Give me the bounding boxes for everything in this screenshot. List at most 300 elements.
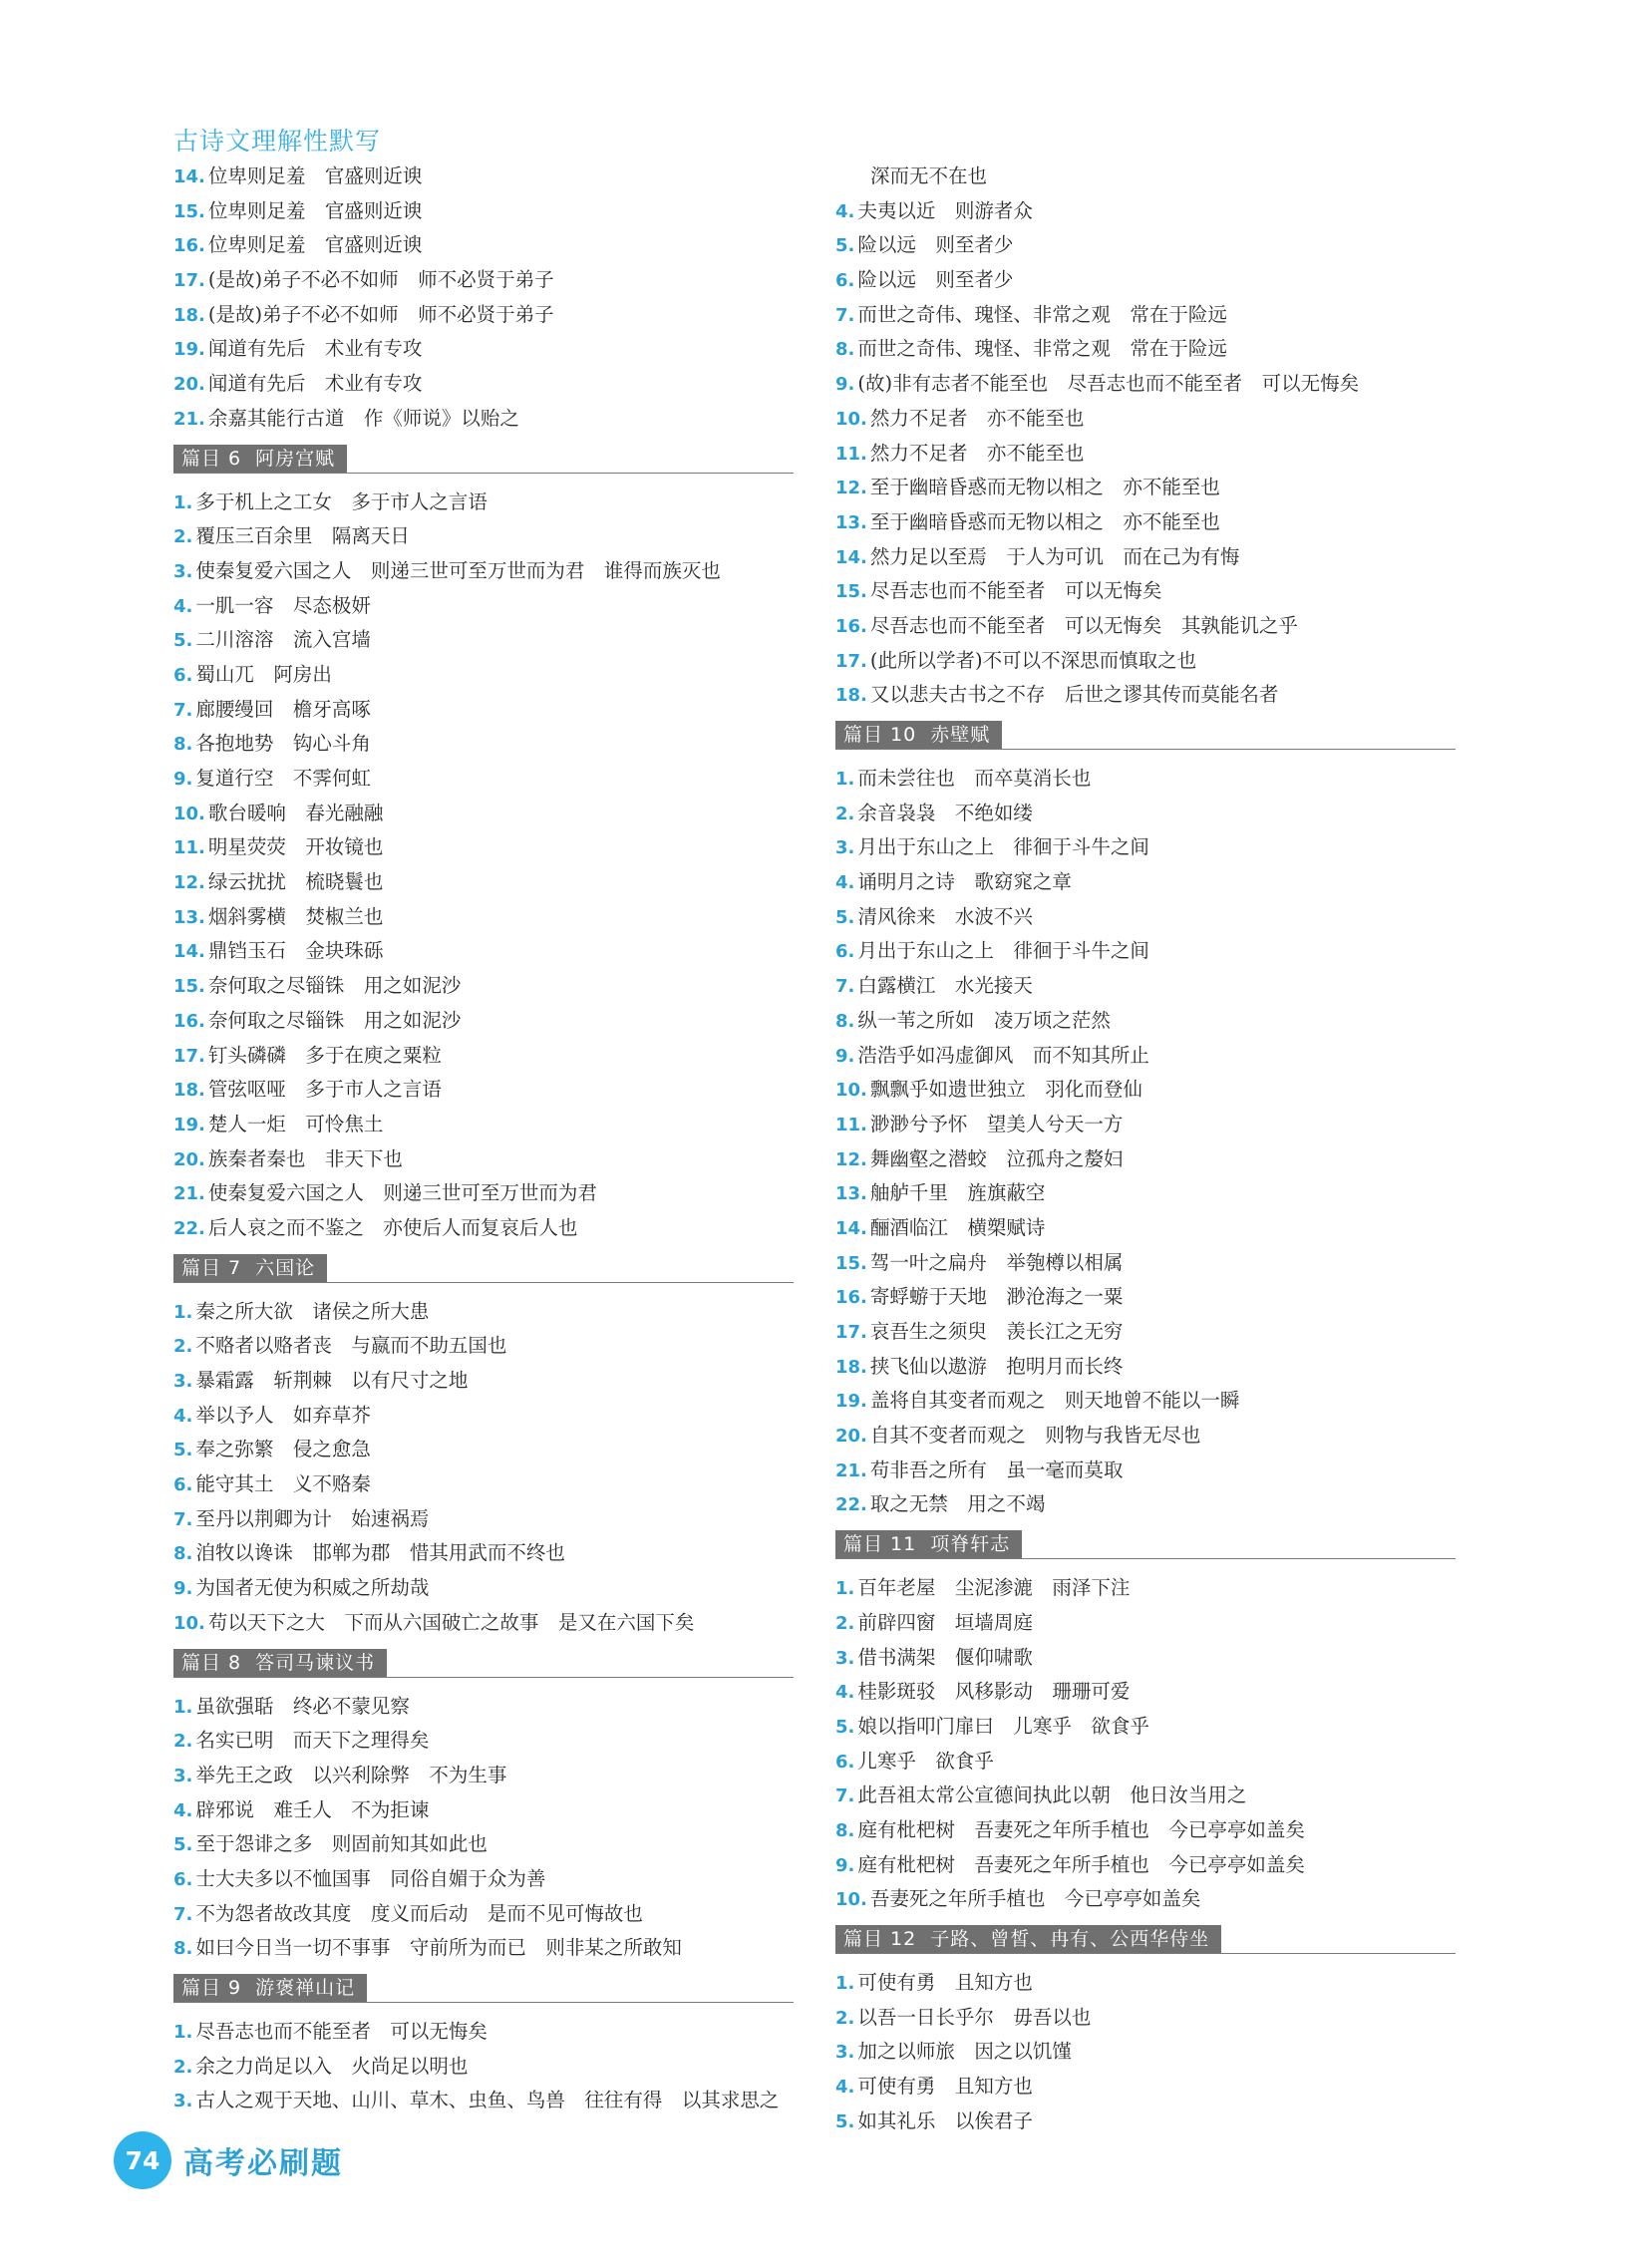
- answer-line: [173, 554, 794, 589]
- answer-line: [835, 1315, 1456, 1350]
- answer-text: 不为怨者故改其度 度义而后动 是而不见可悔故也: [195, 1901, 643, 1925]
- answer-text: 庭有枇杷树 吾妻死之年所手植也 今已亭亭如盖矣: [857, 1852, 1305, 1876]
- answer-text: 白露横江 水光接天: [857, 974, 1033, 998]
- answer-number: 8.: [835, 339, 855, 361]
- answer-line: [173, 1571, 794, 1606]
- answer-number: 19.: [173, 339, 205, 361]
- answer-text: 以吾一日长乎尔 毋吾以也: [857, 2005, 1092, 2029]
- answer-line: [173, 1004, 794, 1039]
- answer-number: 9.: [835, 1045, 855, 1067]
- answer-line: [173, 1862, 794, 1897]
- answer-text: 余嘉其能行古道 作《师说》以贻之: [207, 406, 519, 430]
- answer-text: 洎牧以谗诛 邯郸为郡 惜其用武而不终也: [195, 1541, 565, 1565]
- answer-number: 7.: [173, 1903, 193, 1925]
- answer-number: 9.: [835, 374, 855, 396]
- section-label: 篇目 6: [181, 447, 242, 470]
- answer-line: [835, 1813, 1456, 1848]
- answer-line: [173, 519, 794, 554]
- answer-number: 16.: [173, 1010, 205, 1032]
- answer-text: 奈何取之尽锱铢 用之如泥沙: [207, 1008, 462, 1032]
- section-title: 子路、曾皙、冉有、公西华侍坐: [930, 1928, 1210, 1950]
- answer-number: 8.: [173, 734, 193, 756]
- answer-line: [835, 1073, 1456, 1108]
- answer-line: [173, 1536, 794, 1571]
- answer-line: [835, 1004, 1456, 1039]
- answer-line: [835, 797, 1456, 831]
- answer-number: 7.: [173, 699, 193, 721]
- answer-line: [835, 1108, 1456, 1142]
- section-tag: [835, 1925, 1221, 1953]
- answer-text: 闻道有先后 术业有专攻: [207, 337, 423, 361]
- answer-number: 17.: [835, 650, 867, 672]
- section-header: [835, 1925, 1456, 1954]
- answer-text: 酾酒临江 横槊赋诗: [869, 1215, 1046, 1239]
- answer-number: 13.: [835, 1183, 867, 1205]
- section-tag: [173, 1974, 367, 2002]
- answer-line: [173, 2015, 794, 2050]
- answer-line: [173, 263, 794, 298]
- answer-line: [173, 1759, 794, 1793]
- answer-text: 位卑则足羞 官盛则近谀: [207, 233, 423, 257]
- answer-text: 覆压三百余里 隔离天日: [195, 524, 410, 548]
- answer-line: [835, 1176, 1456, 1211]
- answer-text: 古人之观于天地、山川、草木、虫鱼、鸟兽 往往有得 以其求思之: [195, 2089, 780, 2112]
- answer-text: 至于幽暗昏惑而无物以相之 亦不能至也: [869, 509, 1220, 533]
- answer-continuation: [835, 160, 1456, 194]
- answer-line: [173, 1073, 794, 1108]
- page-number-badge: 74: [114, 2131, 171, 2189]
- answer-number: 3.: [173, 560, 193, 582]
- answer-number: 7.: [835, 304, 855, 326]
- answer-text: 庭有枇杷树 吾妻死之年所手植也 今已亭亭如盖矣: [857, 1817, 1305, 1841]
- answer-number: 14.: [173, 941, 205, 963]
- answer-line: [835, 263, 1456, 298]
- answer-text: 苟以天下之大 下而从六国破亡之故事 是又在六国下矣: [207, 1610, 695, 1634]
- answer-line: [835, 644, 1456, 679]
- answer-text: 可使有勇 且知方也: [857, 2075, 1033, 2099]
- answer-text: 险以远 则至者少: [857, 268, 1014, 292]
- answer-line: [835, 1571, 1456, 1606]
- answer-number: 2.: [835, 2007, 855, 2029]
- section-title: 游褒禅山记: [255, 1977, 356, 1999]
- answer-number: 21.: [173, 1183, 205, 1205]
- answer-line: [173, 1108, 794, 1142]
- answer-text: 秦之所大欲 诸侯之所大患: [195, 1299, 430, 1323]
- answer-number: 5.: [173, 1440, 193, 1461]
- answer-line: [835, 934, 1456, 969]
- answer-number: 9.: [173, 1578, 193, 1600]
- answer-number: 18.: [173, 1080, 205, 1102]
- answer-number: 16.: [835, 615, 867, 637]
- answer-number: 20.: [173, 1148, 205, 1170]
- answer-text: (是故)弟子不必不如师 师不必贤于弟子: [207, 302, 554, 326]
- answer-line: [835, 1848, 1456, 1883]
- answer-line: [173, 727, 794, 762]
- answer-text: 钉头磷磷 多于在庾之粟粒: [207, 1043, 442, 1067]
- answer-text: 吾妻死之年所手植也 今已亭亭如盖矣: [869, 1887, 1201, 1911]
- answer-text: 如曰今日当一切不事事 守前所为而已 则非某之所敢知: [195, 1936, 682, 1960]
- answer-text: 虽欲强聒 终必不蒙见察: [195, 1694, 410, 1718]
- answer-number: 10.: [173, 803, 205, 824]
- answer-number: 1.: [835, 769, 855, 790]
- section-header: [835, 721, 1456, 750]
- answer-line: [835, 194, 1456, 229]
- answer-text: 然力不足者 亦不能至也: [869, 441, 1085, 465]
- answer-text: 歌台暖响 春光融融: [207, 801, 384, 824]
- answer-text: 辟邪说 难壬人 不为拒谏: [195, 1797, 430, 1821]
- answer-number: 12.: [835, 1148, 867, 1170]
- answer-number: 3.: [173, 1371, 193, 1392]
- answer-line: [835, 1039, 1456, 1074]
- answer-number: 1.: [173, 1696, 193, 1718]
- answer-number: 6.: [835, 941, 855, 963]
- answer-number: 6.: [173, 664, 193, 686]
- answer-text: 渺渺兮予怀 望美人兮天一方: [869, 1112, 1124, 1135]
- answer-text: 余音袅袅 不绝如缕: [857, 801, 1033, 824]
- answer-line: [173, 2050, 794, 2085]
- answer-line: [173, 1467, 794, 1502]
- answer-text: 举以予人 如弃草芥: [195, 1403, 371, 1427]
- answer-line: [835, 228, 1456, 263]
- answer-line: [835, 367, 1456, 402]
- answer-text: 绿云扰扰 梳晓鬟也: [207, 870, 384, 894]
- answer-line: [173, 934, 794, 969]
- answer-number: 6.: [835, 1751, 855, 1773]
- answer-line: [173, 486, 794, 520]
- answer-line: [173, 298, 794, 333]
- answer-line: [835, 471, 1456, 505]
- answer-number: 19.: [835, 1391, 867, 1413]
- section-title: 答司马谏议书: [255, 1651, 376, 1674]
- answer-line: [173, 1897, 794, 1932]
- answer-text: 而世之奇伟、瑰怪、非常之观 常在于险远: [857, 337, 1227, 361]
- answer-number: 8.: [835, 1010, 855, 1032]
- answer-line: [173, 1433, 794, 1467]
- section-label: 篇目 7: [181, 1256, 242, 1279]
- answer-line: [173, 589, 794, 624]
- answer-text: 寄蜉蝣于天地 渺沧海之一粟: [869, 1285, 1124, 1309]
- answer-number: 20.: [173, 374, 205, 396]
- answer-text: 闻道有先后 术业有专攻: [207, 372, 423, 396]
- answer-number: 19.: [173, 1114, 205, 1135]
- answer-line: [835, 1246, 1456, 1281]
- answer-text: 然力足以至焉 于人为可讥 而在己为有悔: [869, 544, 1240, 568]
- answer-number: 3.: [835, 837, 855, 859]
- answer-line: [173, 1724, 794, 1759]
- answer-line: [835, 969, 1456, 1004]
- answer-number: 11.: [835, 1114, 867, 1135]
- answer-number: 8.: [173, 1543, 193, 1565]
- answer-text: 险以远 则至者少: [857, 233, 1014, 257]
- answer-line: [835, 830, 1456, 865]
- answer-number: 13.: [835, 511, 867, 533]
- answer-number: 7.: [173, 1508, 193, 1530]
- answer-text: 哀吾生之须臾 羡长江之无穷: [869, 1320, 1124, 1343]
- answer-number: 5.: [173, 1834, 193, 1856]
- section-header: [173, 1254, 794, 1283]
- answer-text: 举先王之政 以兴利除弊 不为生事: [195, 1763, 507, 1786]
- answer-number: 8.: [173, 1938, 193, 1960]
- answer-number: 1.: [173, 1301, 193, 1323]
- answer-line: [173, 623, 794, 658]
- book-title: 高考必刷题: [183, 2146, 343, 2181]
- answer-line: [835, 865, 1456, 900]
- answer-text: 为国者无使为积威之所劫哉: [195, 1576, 430, 1600]
- answer-text: 使秦复爱六国之人 则递三世可至万世而为君 谁得而族灭也: [195, 558, 721, 582]
- answer-number: 15.: [173, 200, 205, 222]
- answer-line: [173, 2084, 794, 2118]
- answer-number: 10.: [835, 1889, 867, 1911]
- answer-text: 浩浩乎如冯虚御风 而不知其所止: [857, 1043, 1149, 1067]
- section-title: 项脊轩志: [930, 1533, 1011, 1556]
- answer-number: 15.: [173, 976, 205, 998]
- answer-number: 1.: [173, 491, 193, 513]
- section-tag: [835, 721, 1002, 749]
- answer-line: [835, 1211, 1456, 1246]
- answer-line: [173, 1827, 794, 1862]
- answer-number: 12.: [835, 478, 867, 499]
- answer-number: 8.: [835, 1819, 855, 1841]
- answer-line: [835, 540, 1456, 575]
- answer-line: [835, 1779, 1456, 1813]
- answer-text: 尽吾志也而不能至者 可以无悔矣: [195, 2020, 488, 2043]
- answer-text: 而世之奇伟、瑰怪、非常之观 常在于险远: [857, 302, 1227, 326]
- answer-text: 楚人一炬 可怜焦土: [207, 1112, 384, 1135]
- running-head-title: 古诗文理解性默写: [173, 127, 382, 156]
- answer-line: [835, 2001, 1456, 2036]
- answer-line: [173, 658, 794, 693]
- answer-text: 又以悲夫古书之不存 后世之谬其传而莫能名者: [869, 683, 1279, 707]
- answer-text: (是故)弟子不必不如师 师不必贤于弟子: [207, 268, 554, 292]
- answer-line: [173, 160, 794, 194]
- answer-text: 后人哀之而不鉴之 亦使后人而复哀后人也: [207, 1215, 578, 1239]
- answer-number: 14.: [173, 166, 205, 187]
- answer-line: [173, 1211, 794, 1246]
- answer-number: 9.: [835, 1854, 855, 1876]
- answer-line: [173, 1606, 794, 1641]
- answer-text: 暴霜露 斩荆棘 以有尺寸之地: [195, 1369, 469, 1392]
- answer-text: 名实已明 而天下之理得矣: [195, 1729, 430, 1753]
- answer-text: 奉之弥繁 侵之愈急: [195, 1438, 371, 1461]
- answer-text: 驾一叶之扁舟 举匏樽以相属: [869, 1250, 1124, 1274]
- answer-line: [835, 2105, 1456, 2139]
- answer-text: 尽吾志也而不能至者 可以无悔矣: [869, 579, 1162, 603]
- section-tag: [173, 1649, 387, 1677]
- answer-line: [173, 762, 794, 797]
- answer-number: 2.: [835, 1612, 855, 1634]
- answer-text: 娘以指叩门扉曰 儿寒乎 欲食乎: [857, 1714, 1149, 1738]
- answer-number: 1.: [173, 2022, 193, 2043]
- answer-number: 5.: [835, 235, 855, 257]
- answer-line: [835, 1142, 1456, 1177]
- answer-line: [173, 865, 794, 900]
- answer-text: 盖将自其变者而观之 则天地曾不能以一瞬: [869, 1389, 1240, 1413]
- answer-line: [173, 900, 794, 935]
- answer-number: 3.: [835, 1647, 855, 1669]
- answer-text: 此吾祖太常公宣德间执此以朝 他日汝当用之: [857, 1783, 1247, 1807]
- answer-line: [835, 2035, 1456, 2070]
- answer-text: 清风徐来 水波不兴: [857, 904, 1033, 928]
- answer-number: 2.: [173, 1731, 193, 1753]
- answer-text: 自其不变者而观之 则物与我皆无尽也: [869, 1424, 1201, 1448]
- answer-text: 而未尝往也 而卒莫消长也: [857, 767, 1092, 790]
- answer-text: 深而无不在也: [870, 164, 988, 187]
- answer-number: 21.: [173, 408, 205, 430]
- answer-number: 4.: [835, 1682, 855, 1704]
- section-label: 篇目 10: [843, 724, 917, 746]
- answer-text: 舞幽壑之潜蛟 泣孤舟之嫠妇: [869, 1146, 1124, 1170]
- answer-line: [835, 900, 1456, 935]
- answer-number: 17.: [835, 1322, 867, 1343]
- answer-text: 蜀山兀 阿房出: [195, 662, 332, 686]
- answer-line: [835, 1710, 1456, 1745]
- answer-number: 1.: [835, 1973, 855, 1994]
- answer-text: 二川溶溶 流入宫墙: [195, 628, 371, 652]
- answer-number: 5.: [173, 630, 193, 652]
- answer-text: 月出于东山之上 徘徊于斗牛之间: [857, 939, 1149, 963]
- answer-text: 位卑则足羞 官盛则近谀: [207, 198, 423, 222]
- answer-text: 余之力尚足以入 火尚足以明也: [195, 2054, 469, 2078]
- answer-number: 10.: [835, 1080, 867, 1102]
- answer-text: 舳舻千里 旌旗蔽空: [869, 1181, 1046, 1205]
- answer-line: [173, 367, 794, 402]
- answer-text: 挟飞仙以遨游 抱明月而长终: [869, 1354, 1124, 1378]
- answer-number: 3.: [173, 1765, 193, 1786]
- answer-line: [173, 1793, 794, 1828]
- answer-line: [835, 1966, 1456, 2001]
- answer-text: 一肌一容 尽态极妍: [195, 593, 371, 617]
- answer-line: [835, 2070, 1456, 2105]
- left-column: [173, 160, 794, 2118]
- answer-line: [173, 969, 794, 1004]
- answer-line: [173, 1039, 794, 1074]
- answer-line: [173, 1502, 794, 1537]
- section-label: 篇目 11: [843, 1533, 917, 1556]
- answer-number: 2.: [835, 803, 855, 824]
- answer-number: 22.: [173, 1217, 205, 1239]
- answer-text: 多于机上之工女 多于市人之言语: [195, 489, 488, 513]
- answer-line: [835, 505, 1456, 540]
- answer-number: 5.: [835, 1716, 855, 1738]
- answer-number: 18.: [835, 1356, 867, 1378]
- answer-text: 复道行空 不霁何虹: [195, 767, 371, 790]
- answer-line: [835, 1384, 1456, 1419]
- answer-number: 7.: [835, 1785, 855, 1807]
- answer-line: [173, 1329, 794, 1364]
- answer-text: 如其礼乐 以俟君子: [857, 2108, 1033, 2132]
- answer-text: 夫夷以近 则游者众: [857, 198, 1033, 222]
- answer-line: [173, 830, 794, 865]
- answer-line: [835, 1882, 1456, 1917]
- answer-text: 各抱地势 钩心斗角: [195, 732, 371, 756]
- answer-number: 3.: [835, 2042, 855, 2064]
- answer-line: [173, 1176, 794, 1211]
- answer-number: 5.: [835, 906, 855, 928]
- answer-line: [835, 1280, 1456, 1315]
- section-title: 阿房宫赋: [255, 447, 336, 470]
- answer-number: 2.: [173, 1336, 193, 1358]
- answer-line: [835, 402, 1456, 437]
- answer-text: 可使有勇 且知方也: [857, 1971, 1033, 1994]
- section-tag: [173, 445, 347, 473]
- answer-line: [835, 1487, 1456, 1522]
- answer-number: 16.: [835, 1287, 867, 1309]
- answer-text: 诵明月之诗 歌窈窕之章: [857, 870, 1072, 894]
- answer-line: [835, 678, 1456, 713]
- answer-text: 至丹以荆卿为计 始速祸焉: [195, 1506, 430, 1530]
- section-header: [173, 1649, 794, 1678]
- answer-text: 儿寒乎 欲食乎: [857, 1749, 994, 1773]
- answer-text: 然力不足者 亦不能至也: [869, 406, 1085, 430]
- answer-text: 管弦呕哑 多于市人之言语: [207, 1078, 442, 1102]
- answer-line: [173, 797, 794, 831]
- answer-text: 尽吾志也而不能至者 可以无悔矣 其孰能讥之乎: [869, 613, 1298, 637]
- answer-text: 廊腰缦回 檐牙高啄: [195, 697, 371, 721]
- answer-number: 4.: [835, 200, 855, 222]
- answer-text: 月出于东山之上 徘徊于斗牛之间: [857, 835, 1149, 859]
- answer-text: 百年老屋 尘泥渗漉 雨泽下注: [857, 1576, 1131, 1600]
- answer-text: 不赂者以赂者丧 与嬴而不助五国也: [195, 1334, 507, 1358]
- answer-line: [173, 1295, 794, 1330]
- answer-number: 10.: [835, 408, 867, 430]
- answer-text: 烟斜雾横 焚椒兰也: [207, 904, 384, 928]
- section-label: 篇目 8: [181, 1651, 242, 1674]
- answer-line: [173, 332, 794, 367]
- answer-number: 14.: [835, 1217, 867, 1239]
- answer-line: [173, 402, 794, 437]
- answer-number: 4.: [173, 1799, 193, 1821]
- answer-line: [173, 228, 794, 263]
- answer-line: [173, 1399, 794, 1434]
- section-tag: [173, 1254, 327, 1282]
- answer-number: 6.: [835, 270, 855, 292]
- answer-text: 使秦复爱六国之人 则递三世可至万世而为君: [207, 1181, 597, 1205]
- answer-number: 22.: [835, 1494, 867, 1516]
- answer-line: [835, 1606, 1456, 1641]
- answer-line: [835, 609, 1456, 644]
- answer-text: 明星荧荧 开妆镜也: [207, 835, 384, 859]
- answer-line: [835, 1419, 1456, 1454]
- answer-number: 2.: [173, 526, 193, 548]
- answer-number: 18.: [835, 685, 867, 707]
- answer-text: 加之以师旅 因之以饥馑: [857, 2040, 1072, 2064]
- answer-number: 15.: [835, 581, 867, 603]
- answer-number: 5.: [835, 2110, 855, 2132]
- answer-text: 桂影斑驳 风移影动 珊珊可爱: [857, 1680, 1131, 1704]
- answer-text: (故)非有志者不能至也 尽吾志也而不能至者 可以无悔矣: [857, 372, 1360, 396]
- answer-text: 飘飘乎如遗世独立 羽化而登仙: [869, 1078, 1142, 1102]
- section-title: 赤壁赋: [930, 724, 991, 746]
- answer-number: 1.: [835, 1578, 855, 1600]
- answer-text: 鼎铛玉石 金块珠砾: [207, 939, 384, 963]
- answer-number: 10.: [173, 1612, 205, 1634]
- answer-line: [835, 762, 1456, 797]
- answer-text: 至于幽暗昏惑而无物以相之 亦不能至也: [869, 476, 1220, 499]
- section-header: [173, 1974, 794, 2003]
- answer-line: [173, 693, 794, 728]
- right-column: [835, 160, 1456, 2138]
- answer-line: [835, 1745, 1456, 1780]
- page-footer: [114, 2131, 343, 2189]
- answer-text: 位卑则足羞 官盛则近谀: [207, 164, 423, 187]
- answer-number: 15.: [835, 1252, 867, 1274]
- section-header: [173, 445, 794, 474]
- answer-text: 取之无禁 用之不竭: [869, 1492, 1046, 1516]
- answer-line: [835, 1641, 1456, 1676]
- answer-text: 至于怨诽之多 则固前知其如此也: [195, 1832, 488, 1856]
- section-label: 篇目 12: [843, 1928, 917, 1950]
- answer-number: 21.: [835, 1459, 867, 1481]
